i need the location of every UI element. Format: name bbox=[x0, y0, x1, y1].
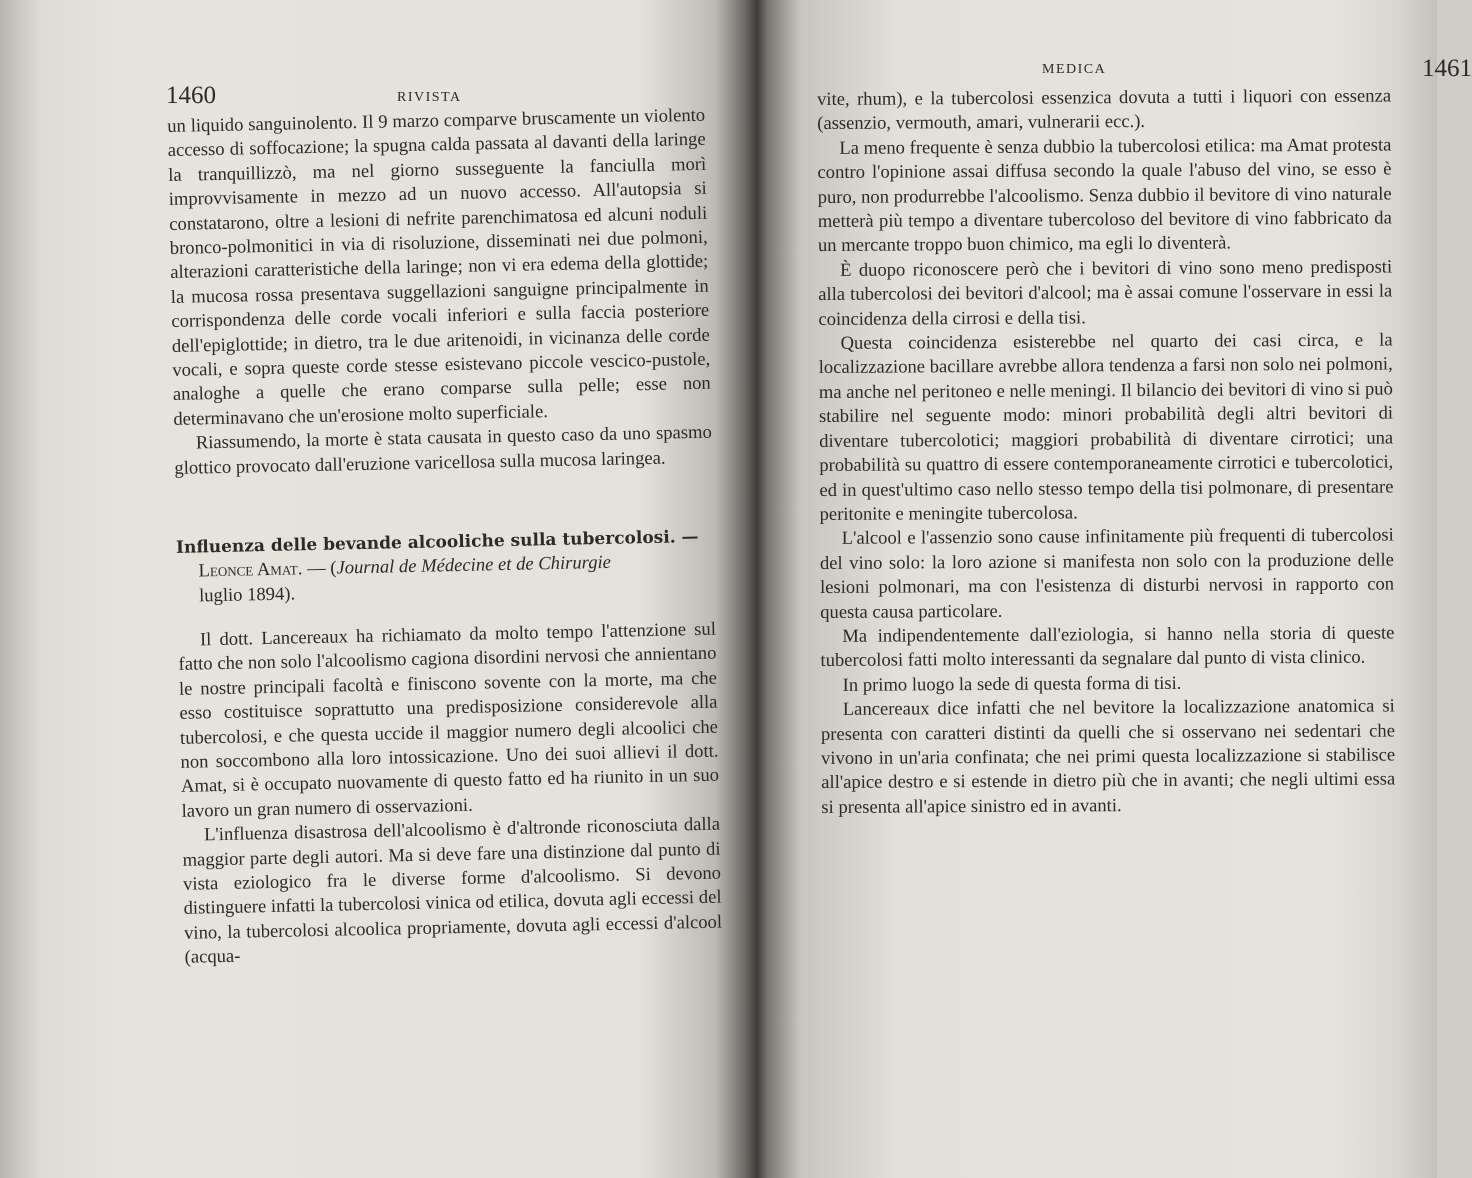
paragraph: Il dott. Lancereaux ha richiamato da molto tempo l'attenzione sul fatto che non solo l'alcoolismo cagiona disordini nervosi che annientano le nostre principali facoltà e finiscono sovente con la morte, ma che esso costituisce soprattutto una predisposizione considerevole alla tubercolosi, e che questa uccide il maggior numero degli alcoolici che non soccombono alla loro intossicazione. Uno dei suoi allievi il dott. Amat, si è occupato nuovamente di questo fatto ed ha riunito in un suo lavoro un gran numero di osservazioni. bbox=[178, 618, 720, 822]
right-page bbox=[760, 0, 1472, 1178]
citation-dash: — ( bbox=[302, 557, 337, 580]
citation-date: luglio 1894). bbox=[198, 582, 296, 606]
left-page-body bbox=[167, 104, 723, 971]
paragraph: Questa coincidenza esisterebbe nel quarto dei casi circa, e la localizzazione bacillare avrebbe allora tendenza a farsi non solo nei polmoni, ma anche nel peritoneo e nelle meningi. Il bilancio dei bevitori di vino si può stabilire nel seguente modo: minori probabilità degli altri bevitori di diventare tubercolotici; maggiori probabilità di diventare cirrotici; una probabilità su quattro di essere contemporaneamente cirrotici e tubercolotici, ed in quest'ultimo caso nello stesso tempo della tisi polmonare, di presentare peritonite e meningite tubercolosa. bbox=[818, 329, 1394, 525]
paragraph: L'influenza disastrosa dell'alcoolismo è d'altronde riconosciuta dalla maggior parte degli autori. Ma si deve fare una distinzione dal punto di vista eziologico fra le diverse forme d'alcoolismo. Si devono distinguere infatti la tubercolosi vinica od etilica, dovuta agli eccessi del vino, la tubercolosi alcoolica propriamente, dovuta agli eccessi d'alcool (acqua- bbox=[182, 813, 723, 969]
paragraph: La meno frequente è senza dubbio la tubercolosi etilica: ma Amat protesta contro l'opinione assai diffusa secondo la quale l'abuso del vino, se esso è puro, non produrrebbe l'alcoolismo. Senza dubbio il bevitore di vino naturale metterà più tempo a diventare tubercoloso del bevitore di vino fabbricato da un mercante troppo buon chimico, ma egli lo diventerà. bbox=[817, 134, 1392, 257]
citation-author: Leonce Amat. bbox=[198, 558, 303, 582]
paragraph: In primo luogo la sede di questa forma di tisi. bbox=[842, 672, 1182, 696]
right-page-body bbox=[817, 84, 1395, 820]
paragraph: È duopo riconoscere però che i bevitori di vino sono meno predisposti alla tubercolosi dei bevitori d'alcool; ma è assai comune l'osservare in essi la coincidenza della cirrosi e della tisi. bbox=[818, 256, 1393, 330]
paragraph: Riassumendo, la morte è stata causata in questo caso da uno spasmo glottico provocato dall'eruzione varicellosa sulla mucosa laringea. bbox=[174, 421, 712, 479]
section-title: Influenza delle bevande alcooliche sulla tubercolosi. — bbox=[175, 527, 699, 558]
citation-journal: Journal de Médecine et de Chirurgie bbox=[336, 551, 612, 579]
paragraph: vite, rhum), e la tubercolosi essenzica dovuta a tutti i liquori con essenza (assenzio, vermouth, amari, vulnerarii ecc.). bbox=[817, 85, 1392, 135]
page-number: 1461 bbox=[1422, 55, 1472, 82]
paragraph: L'alcool e l'assenzio sono cause infinitamente più frequenti di tubercolosi del vino solo: la loro azione si manifesta non solo con la produzione delle lesioni polmonari, ma con l'esistenza di disturbi nervosi in rapporto con questa causa particolare. bbox=[819, 524, 1395, 623]
paragraph: un liquido sanguinolento. Il 9 marzo comparve bruscamente un violento accesso di soffocazione; la spugna calda passata al davanti della laringe la tranquillizzò, ma nel giorno susseguente la fanciulla morì improvvisamente in mezzo ad un nuovo accesso. All'autopsia si constatarono, oltre a lesioni di nefrite parenchimatosa ed alcuni noduli bronco-polmonitici in via di risoluzione, disseminati nei due polmoni, alterazioni caratteristiche della laringe; non vi era edema della glottide; la mucosa rossa presentava suggellazioni sanguigne principalmente in corrispondenza delle corde vocali inferiori e sulla faccia posteriore dell'epiglottide; in dietro, tra le due aritenoidi, in vicinanza delle corde vocali, e sopra queste corde stesse esistevano piccole vescico-pustole, analoghe a quelle che erano comparse sulla pelle; esse non determinavano che un'erosione molto superficiale. bbox=[167, 104, 711, 430]
paragraph: Lancereaux dice infatti che nel bevitore la localizzazione anatomica si presenta con caratteri distinti da quelli che si osservano nei sedentari che vivono in un'aria confinata; che nei primi questa localizzazione si stabilisce all'apice destro e si estende in dietro più che in avanti; che negli ultimi essa si presenta all'apice sinistro ed in avanti. bbox=[820, 695, 1396, 818]
running-head: MEDICA bbox=[1042, 62, 1107, 77]
paragraph: Ma indipendentemente dall'eziologia, si hanno nella storia di queste tubercolosi fatti molto interessanti da segnalare dal punto di vista clinico. bbox=[820, 622, 1395, 672]
citation bbox=[176, 549, 715, 609]
running-head: RIVISTA bbox=[397, 90, 462, 105]
page-number: 1460 bbox=[166, 82, 216, 109]
